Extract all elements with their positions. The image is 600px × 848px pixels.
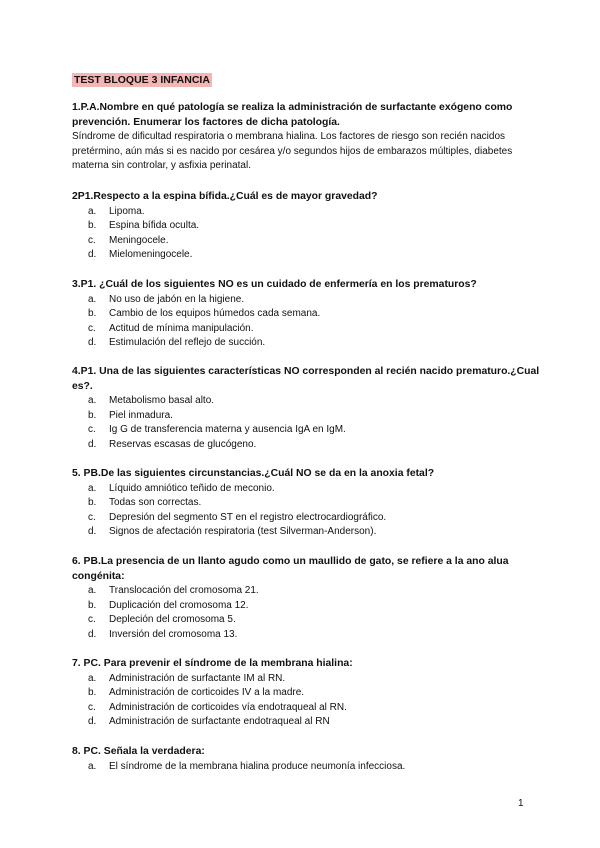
option-text: Líquido amniótico teñido de meconio. [109, 482, 275, 494]
document-title: TEST BLOQUE 3 INFANCIA [74, 74, 210, 86]
option-marker: b. [88, 599, 97, 611]
option-item [72, 511, 542, 526]
option-item [72, 613, 542, 628]
option-text: Meningocele. [109, 234, 169, 246]
option-item [72, 438, 542, 453]
option-item [72, 322, 542, 337]
option-item [72, 496, 542, 511]
option-text: No uso de jabón en la higiene. [109, 293, 245, 305]
option-text: Inversión del cromosoma 13. [109, 628, 238, 640]
option-marker: b. [88, 220, 97, 231]
option-list [72, 293, 542, 351]
option-text: El síndrome de la membrana hialina produce neumonía infecciosa. [109, 760, 406, 772]
option-text: Administración de surfactante IM al RN. [109, 672, 286, 684]
option-marker: d. [88, 337, 97, 348]
option-item [72, 715, 542, 730]
option-text: Espina bífida oculta. [109, 220, 200, 231]
option-marker: b. [88, 308, 97, 319]
question-text: 5. PB.De las siguientes circunstancias.¿Cuál NO se da en la anoxia fetal? [72, 468, 435, 479]
option-list [72, 205, 542, 263]
option-text: Depleción del cromosoma 5. [109, 614, 236, 625]
option-list [72, 760, 542, 775]
option-item [72, 307, 542, 322]
option-item [72, 336, 542, 351]
option-marker: d. [88, 526, 97, 537]
option-marker: c. [88, 701, 96, 713]
question-block [72, 365, 542, 452]
option-text: Administración de corticoides IV a la madre. [109, 687, 305, 698]
option-text: Duplicación del cromosoma 12. [109, 599, 249, 611]
option-item [72, 234, 542, 249]
option-marker: b. [88, 687, 97, 698]
option-item [72, 248, 542, 263]
option-item [72, 293, 542, 308]
option-text: Administración de surfactante endotraqueal al RN [109, 716, 330, 727]
option-text: Translocación del cromosoma 21. [109, 585, 259, 596]
option-text: Ig G de transferencia materna y ausencia IgA en IgM. [109, 424, 346, 435]
question-text: 6. PB.La presencia de un llanto agudo como un maullido de gato, se refiere a la ano alua congénita: [72, 556, 509, 582]
question-block [72, 657, 542, 730]
question-text: 7. PC. Para prevenir el síndrome de la membrana hialina: [72, 658, 353, 669]
question-text: 4.P1. Una de las siguientes características NO corresponden al recién nacido prematuro.¿Cual es?. [72, 366, 540, 392]
question-text: 1.P.A.Nombre en qué patología se realiza la administración de surfactante exógeno como prevención. Enumerar los factores de dicha patología. [72, 102, 513, 128]
option-item [72, 599, 542, 614]
option-text: Lipoma. [109, 205, 145, 217]
option-item [72, 686, 542, 701]
option-list [72, 584, 542, 642]
option-text: Todas son correctas. [109, 497, 202, 508]
option-text: Reservas escasas de glucógeno. [109, 438, 257, 450]
option-text: Mielomeningocele. [109, 249, 193, 260]
option-marker: a. [88, 672, 97, 684]
question-block [72, 278, 542, 351]
question-block [72, 467, 542, 540]
option-marker: c. [88, 322, 96, 334]
option-item [72, 423, 542, 438]
option-marker: c. [88, 614, 96, 625]
option-item [72, 219, 542, 234]
option-text: Cambio de los equipos húmedos cada semana. [109, 308, 321, 319]
option-marker: c. [88, 424, 96, 435]
option-marker: d. [88, 716, 97, 727]
option-list [72, 394, 542, 452]
question-text: 8. PC. Señala la verdadera: [72, 746, 205, 757]
option-list [72, 672, 542, 730]
question-block [72, 555, 542, 642]
option-item [72, 584, 542, 599]
option-marker: c. [88, 234, 96, 246]
option-marker: d. [88, 438, 97, 450]
option-marker: a. [88, 293, 97, 305]
option-text: Actitud de mínima manipulación. [109, 322, 254, 334]
question-text: 2P1.Respecto a la espina bífida.¿Cuál es de mayor gravedad? [72, 191, 378, 202]
option-marker: d. [88, 628, 97, 640]
option-marker: a. [88, 760, 97, 772]
option-item [72, 409, 542, 424]
option-item [72, 701, 542, 716]
option-marker: a. [88, 482, 97, 494]
option-list [72, 482, 542, 540]
page-number: 1 [518, 798, 524, 809]
option-item [72, 482, 542, 497]
option-text: Signos de afectación respiratoria (test Silverman-Anderson). [109, 526, 377, 537]
option-item [72, 760, 542, 775]
question-block [72, 101, 542, 174]
option-text: Estimulación del reflejo de succión. [109, 337, 266, 348]
option-item [72, 672, 542, 687]
option-marker: d. [88, 249, 97, 260]
option-marker: c. [88, 511, 96, 523]
option-marker: a. [88, 205, 97, 217]
option-marker: b. [88, 497, 97, 508]
option-marker: b. [88, 409, 97, 421]
option-text: Administración de corticoides vía endotraqueal al RN. [109, 701, 347, 713]
option-item [72, 394, 542, 409]
question-block [72, 190, 542, 263]
option-item [72, 525, 542, 540]
question-text: 3.P1. ¿Cuál de los siguientes NO es un cuidado de enfermería en los prematuros? [72, 279, 477, 290]
option-marker: a. [88, 585, 97, 596]
option-text: Metabolismo basal alto. [109, 395, 215, 406]
option-marker: a. [88, 395, 97, 406]
option-item [72, 205, 542, 220]
option-item [72, 628, 542, 643]
option-text: Piel inmadura. [109, 409, 173, 421]
option-text: Depresión del segmento ST en el registro electrocardiográfico. [109, 511, 387, 523]
question-block [72, 745, 542, 774]
answer-text: Síndrome de dificultad respiratoria o membrana hialina. Los factores de riesgo son recién nacidos pretérmino, aún más si es nacido por cesárea y/o segundos hijos de embarazos múltiples, diabetes materna sin controlar, y asfixia perinatal. [72, 131, 513, 171]
